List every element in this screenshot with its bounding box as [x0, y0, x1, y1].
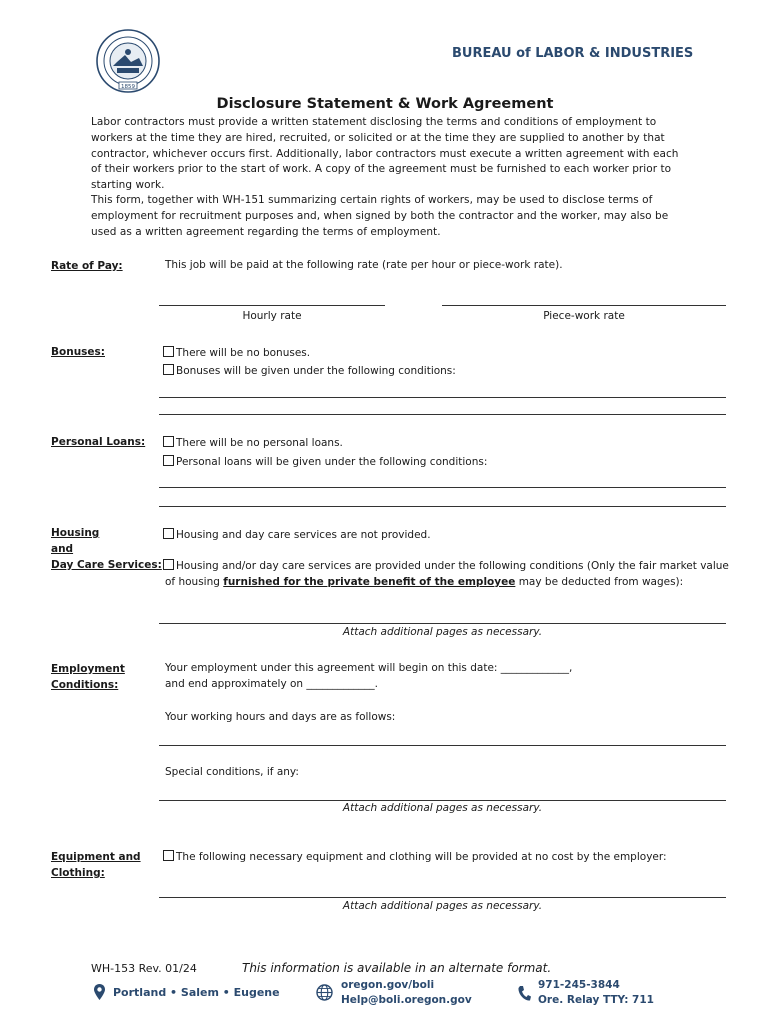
employment-attach-note: Attach additional pages as necessary.	[342, 802, 543, 814]
private-benefit-phrase: furnished for the private benefit of the employee	[223, 576, 516, 588]
equipment-label-1: Equipment and	[51, 851, 141, 863]
globe-icon	[316, 984, 333, 1005]
hourly-rate-caption: Hourly rate	[242, 310, 302, 322]
website-link[interactable]: oregon.gov/boli	[341, 979, 435, 991]
working-hours-label: Your working hours and days are as follows:	[165, 711, 396, 723]
employment-label-1: Employment	[51, 663, 125, 675]
bonus-conditions-line-1[interactable]	[159, 397, 726, 398]
agency-name: BUREAU of LABOR & INDUSTRIES	[452, 46, 694, 61]
employment-label-2: Conditions:	[51, 679, 119, 691]
relay-tty: Ore. Relay TTY: 711	[538, 994, 654, 1006]
checkbox-housing-provided[interactable]	[163, 559, 174, 570]
equipment-attach-note: Attach additional pages as necessary.	[342, 900, 543, 912]
checkbox-bonuses-given[interactable]	[163, 364, 174, 375]
page-title: Disclosure Statement & Work Agreement	[216, 96, 554, 112]
svg-text:1859: 1859	[121, 84, 135, 90]
employment-end-date[interactable]: and end approximately on _____________.	[165, 678, 379, 690]
form-id: WH-153 Rev. 01/24	[91, 962, 197, 975]
hourly-rate-field[interactable]	[159, 305, 385, 306]
personal-loans-label: Personal Loans:	[51, 436, 146, 448]
housing-attach-note: Attach additional pages as necessary.	[342, 626, 543, 638]
checkbox-no-loans[interactable]	[163, 436, 174, 447]
piece-rate-caption: Piece-work rate	[543, 310, 625, 322]
housing-label-3: Day Care Services:	[51, 559, 162, 571]
loan-option-given[interactable]: Personal loans will be given under the following conditions:	[163, 455, 487, 468]
bonus-conditions-line-2[interactable]	[159, 414, 726, 415]
housing-label-2: and	[51, 543, 74, 555]
bonus-option-given[interactable]: Bonuses will be given under the following conditions:	[163, 364, 456, 377]
checkbox-loans-given[interactable]	[163, 455, 174, 466]
office-locations: Portland • Salem • Eugene	[113, 986, 280, 999]
intro-paragraph-1: Labor contractors must provide a written statement disclosing the terms and conditions of employment to workers at the time they are hired, recruited, or solicited or at the time they are supplied to another by that contractor, whichever occurs first. Additionally, labor contractors must execute a written agreement with each of their workers prior to the start of work. A copy of the agreement must be furnished to each worker prior to starting work.	[91, 116, 679, 192]
alternate-format-note: This information is available in an alternate format.	[242, 961, 552, 975]
loan-option-none[interactable]: There will be no personal loans.	[163, 436, 343, 449]
employment-begin-date[interactable]: Your employment under this agreement will begin on this date: _____________,	[165, 662, 573, 674]
checkbox-housing-not-provided[interactable]	[163, 528, 174, 539]
housing-option-provided[interactable]: Housing and/or day care services are provided under the following conditions (Only the fair market value	[163, 559, 729, 572]
equipment-line[interactable]	[159, 897, 726, 898]
loan-conditions-line-1[interactable]	[159, 487, 726, 488]
special-conditions-line[interactable]	[159, 800, 726, 801]
housing-option-provided-cont: of housing furnished for the private benefit of the employee may be deducted from wages):	[165, 576, 684, 588]
oregon-seal-logo	[95, 28, 161, 94]
rate-of-pay-text: This job will be paid at the following rate (rate per hour or piece-work rate).	[165, 259, 563, 271]
equipment-label-2: Clothing:	[51, 867, 105, 879]
housing-conditions-line[interactable]	[159, 623, 726, 624]
location-pin-icon	[93, 983, 106, 1005]
housing-option-none[interactable]: Housing and day care services are not provided.	[163, 528, 431, 541]
checkbox-equipment-provided[interactable]	[163, 850, 174, 861]
bonuses-label: Bonuses:	[51, 346, 105, 358]
phone-icon	[517, 985, 531, 1006]
bonus-option-none[interactable]: There will be no bonuses.	[163, 346, 310, 359]
email-link[interactable]: Help@boli.oregon.gov	[341, 994, 472, 1006]
housing-label-1: Housing	[51, 527, 100, 539]
working-hours-line[interactable]	[159, 745, 726, 746]
special-conditions-label: Special conditions, if any:	[165, 766, 299, 778]
phone-number[interactable]: 971-245-3844	[538, 979, 620, 991]
rate-of-pay-label: Rate of Pay:	[51, 260, 123, 272]
intro-paragraph-2: This form, together with WH-151 summarizing certain rights of workers, may be used to disclose terms of employment for recruitment purposes and, when signed by both the contractor and the worker, may also be used as a written agreement regarding the terms of employment.	[91, 194, 669, 238]
checkbox-no-bonuses[interactable]	[163, 346, 174, 357]
equipment-option[interactable]: The following necessary equipment and clothing will be provided at no cost by the employer:	[163, 850, 667, 863]
piece-rate-field[interactable]	[442, 305, 726, 306]
loan-conditions-line-2[interactable]	[159, 506, 726, 507]
